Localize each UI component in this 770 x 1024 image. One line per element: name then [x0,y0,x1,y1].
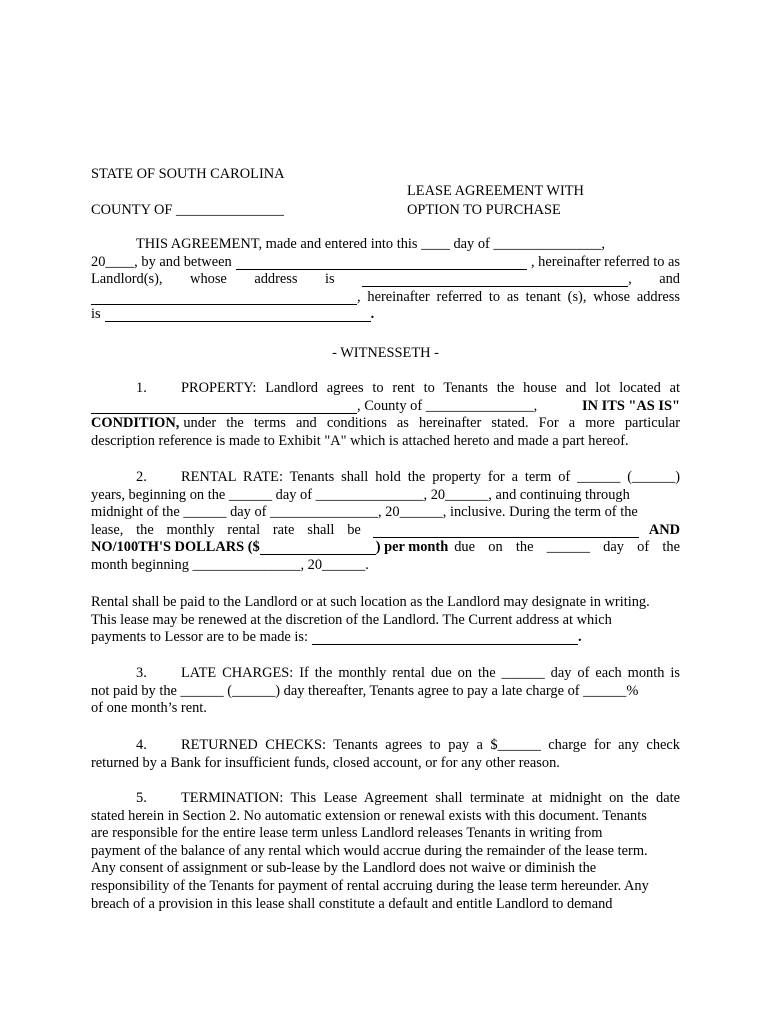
sec3-number: 3. [136,665,147,681]
sec2-line-6: month beginning _______________, 20______. [91,556,369,573]
sec1-line-4: description reference is made to Exhibit "A" which is attached hereto and made a part hereof. [91,432,629,449]
sec3-line-3: of one month’s rent. [91,700,207,717]
title-line-1: LEASE AGREEMENT WITH [407,183,584,199]
sec3-line-1: 3. LATE CHARGES: If the monthly rental due on the ______ day of each month is [136,665,680,681]
county-heading: COUNTY OF _______________ [91,202,284,218]
sec1-line-1: 1. PROPERTY: Landlord agrees to rent to Tenants the house and lot located at [136,380,680,396]
sec3-line-2: not paid by the ______ (______) day thereafter, Tenants agree to pay a late charge of ______% [91,682,639,699]
rental-line-3: payments to Lessor are to be made is: . [91,629,582,646]
intro-line-3: Landlord(s), whose address is , and [91,271,680,288]
sec4-line-2: returned by a Bank for insufficient funds, closed account, or for any other reason. [91,754,560,771]
sec2-line-1: 2. RENTAL RATE: Tenants shall hold the property for a term of ______ (______) [136,469,680,485]
state-heading: STATE OF SOUTH CAROLINA [91,166,285,182]
landlord-name-blank [236,256,527,270]
rental-line-1: Rental shall be paid to the Landlord or at such location as the Landlord may designate in writing. [91,594,650,610]
rental-payment-paragraph [91,594,680,647]
intro-line-5: is . [91,306,375,323]
section-termination [91,790,680,913]
intro-paragraph [91,236,680,324]
tenant-name-blank [91,291,357,305]
section-property [91,380,680,450]
intro-line-4: , hereinafter referred to as tenant (s), whose address [91,289,680,307]
property-location-blank [91,400,357,414]
sec2-line-5: NO/100TH'S DOLLARS ($ ) per month due on the ______ day of the [91,539,680,556]
section-returned-checks [91,737,680,772]
sec5-line-2: stated herein in Section 2. No automatic extension or renewal exists with this document. Tenants [91,807,647,824]
sec5-line-5: Any consent of assignment or sub-lease by the Landlord does not waive or diminish the [91,860,597,877]
sec2-number: 2. [136,469,147,485]
rental-amount-words-blank [373,524,639,538]
intro-line-1: THIS AGREEMENT, made and entered into this ____ day of _______________, [136,236,605,252]
payment-address-blank [312,631,578,645]
sec2-line-2: years, beginning on the ______ day of _______________, 20______, and continuing through [91,486,630,503]
sec1-line-2: , County of _______________, IN ITS "AS IS" [91,398,680,416]
witnesseth-heading: - WITNESSETH - [332,345,439,361]
sec5-line-1: 5. TERMINATION: This Lease Agreement shall terminate at midnight on the date [136,790,680,806]
sec1-line-3: CONDITION, under the terms and conditions as hereinafter stated. For a more particular [91,415,680,432]
tenant-address-blank [105,308,371,322]
landlord-address-blank [362,273,628,287]
sec4-number: 4. [136,737,147,753]
sec2-line-3: midnight of the ______ day of _______________, 20______, inclusive. During the term of the [91,504,638,521]
rental-line-2: This lease may be renewed at the discretion of the Landlord. The Current address at which [91,611,612,628]
sec5-line-3: are responsible for the entire lease term unless Landlord releases Tenants in writing from [91,825,603,842]
intro-line-2: 20____, by and between , hereinafter referred to as [91,253,680,270]
section-late-charges [91,665,680,718]
sec1-number: 1. [136,380,147,396]
title-line-2: OPTION TO PURCHASE [407,202,561,218]
sec5-number: 5. [136,790,147,806]
sec2-line-4: lease, the monthly rental rate shall be AND [91,521,680,538]
sec4-line-1: 4. RETURNED CHECKS: Tenants agrees to pay a $______ charge for any check [136,737,680,753]
section-rental-rate [91,469,680,575]
sec5-line-4: payment of the balance of any rental which would accrue during the remainder of the lease term. [91,842,648,859]
sec5-line-6: responsibility of the Tenants for payment of rental accruing during the lease term hereunder. Any [91,877,649,894]
sec5-line-7: breach of a provision in this lease shall constitute a default and entitle Landlord to demand [91,895,613,912]
rental-amount-dollars-blank [260,541,376,555]
